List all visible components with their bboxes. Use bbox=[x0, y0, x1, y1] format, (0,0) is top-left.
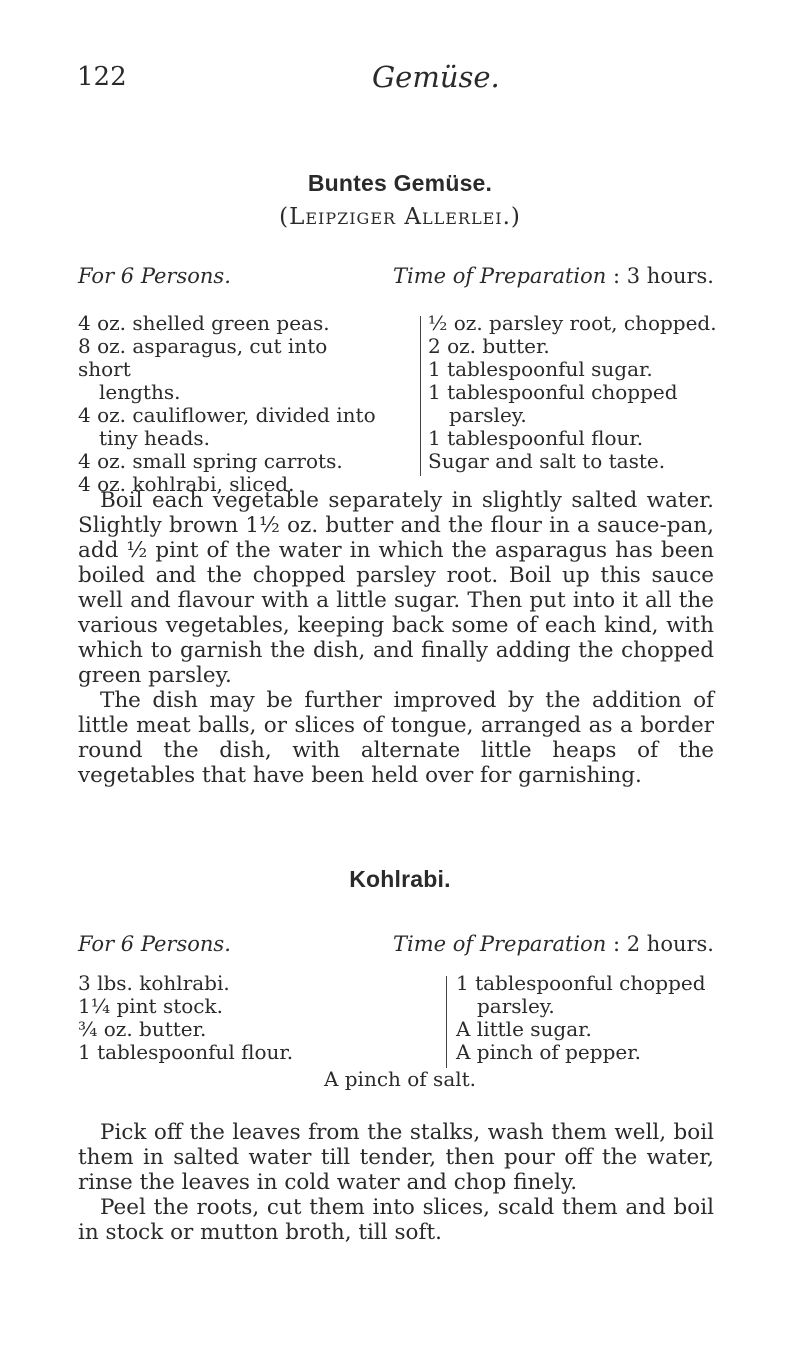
column-divider bbox=[446, 976, 447, 1068]
ingredient: A little sugar. bbox=[456, 1017, 592, 1041]
ingredient: 1¼ pint stock. bbox=[78, 994, 223, 1018]
recipe-instructions bbox=[78, 488, 714, 788]
ingredient-continuation: parsley. bbox=[477, 994, 555, 1018]
prep-time-value: : 3 hours. bbox=[613, 264, 714, 288]
ingredient: A pinch of pepper. bbox=[456, 1040, 641, 1064]
ingredient: ½ oz. parsley root, chopped. bbox=[428, 311, 717, 335]
prep-time-label: Time of Preparation bbox=[393, 932, 607, 956]
ingredient-continuation: tiny heads. bbox=[99, 426, 211, 450]
ingredients-right bbox=[456, 972, 756, 1064]
ingredient: 1 tablespoonful sugar. bbox=[428, 357, 653, 381]
ingredient: 1 tablespoonful flour. bbox=[78, 1040, 294, 1064]
ingredient: ¾ oz. butter. bbox=[78, 1017, 207, 1041]
persons-label: For 6 Persons. bbox=[78, 264, 231, 288]
ingredient: 1 tablespoonful flour. bbox=[428, 426, 644, 450]
ingredient: 4 oz. shelled green peas. bbox=[78, 311, 330, 335]
instruction-paragraph: Pick off the leaves from the stalks, wash them well, boil them in salted water till tender, then pour off the water, rinse the leaves in cold water and chop finely. bbox=[78, 1120, 714, 1195]
recipe-title: Buntes Gemüse. bbox=[307, 170, 493, 196]
ingredient-continuation: lengths. bbox=[99, 380, 181, 404]
ingredient: Sugar and salt to taste. bbox=[428, 449, 666, 473]
recipe-title: Kohlrabi. bbox=[349, 866, 451, 892]
ingredient: 1 tablespoonful chopped bbox=[456, 971, 706, 995]
column-divider bbox=[420, 316, 421, 476]
ingredient: 1 tablespoonful chopped bbox=[428, 380, 678, 404]
ingredient: 3 lbs. kohlrabi. bbox=[78, 971, 230, 995]
prep-time bbox=[393, 932, 714, 956]
ingredients-left bbox=[78, 312, 378, 496]
ingredient: 4 oz. small spring carrots. bbox=[78, 449, 343, 473]
ingredients-left bbox=[78, 972, 378, 1064]
prep-time-label: Time of Preparation bbox=[393, 264, 607, 288]
instruction-paragraph: Boil each vegetable separately in slightly salted water. Slightly brown 1½ oz. butter and the flour in a sauce-pan, add ½ pint of the water in which the asparagus has been boiled and the chopped parsley root. Boil up this sauce well and flavour with a little sugar. Then put into it all the various vegetables, keeping back some of each kind, with which to garnish the dish, and finally adding the chopped green parsley. bbox=[78, 488, 714, 688]
prep-time-value: : 2 hours. bbox=[613, 932, 714, 956]
instruction-paragraph: The dish may be further improved by the addition of little meat balls, or slices of tongue, arranged as a border round the dish, with alternate little heaps of the vegetables that have been held over for garnishing. bbox=[78, 688, 714, 788]
ingredient-continuation: parsley. bbox=[449, 403, 527, 427]
instruction-paragraph: Peel the roots, cut them into slices, scald them and boil in stock or mutton broth, till soft. bbox=[78, 1195, 714, 1245]
prep-time bbox=[393, 264, 714, 288]
ingredient: 2 oz. butter. bbox=[428, 334, 550, 358]
recipe-instructions bbox=[78, 1120, 714, 1245]
ingredients-right bbox=[428, 312, 728, 473]
ingredient-centered: A pinch of salt. bbox=[323, 1067, 477, 1091]
ingredient: 4 oz. kohlrabi, sliced. bbox=[78, 472, 295, 496]
recipe-subtitle: (Leipziger Allerlei.) bbox=[279, 204, 521, 230]
persons-label: For 6 Persons. bbox=[78, 932, 231, 956]
page-number: 122 bbox=[77, 62, 127, 92]
ingredient: 4 oz. cauliflower, divided into bbox=[78, 403, 376, 427]
running-title: Gemüse. bbox=[372, 60, 500, 94]
ingredient: 8 oz. asparagus, cut into short bbox=[78, 334, 328, 381]
